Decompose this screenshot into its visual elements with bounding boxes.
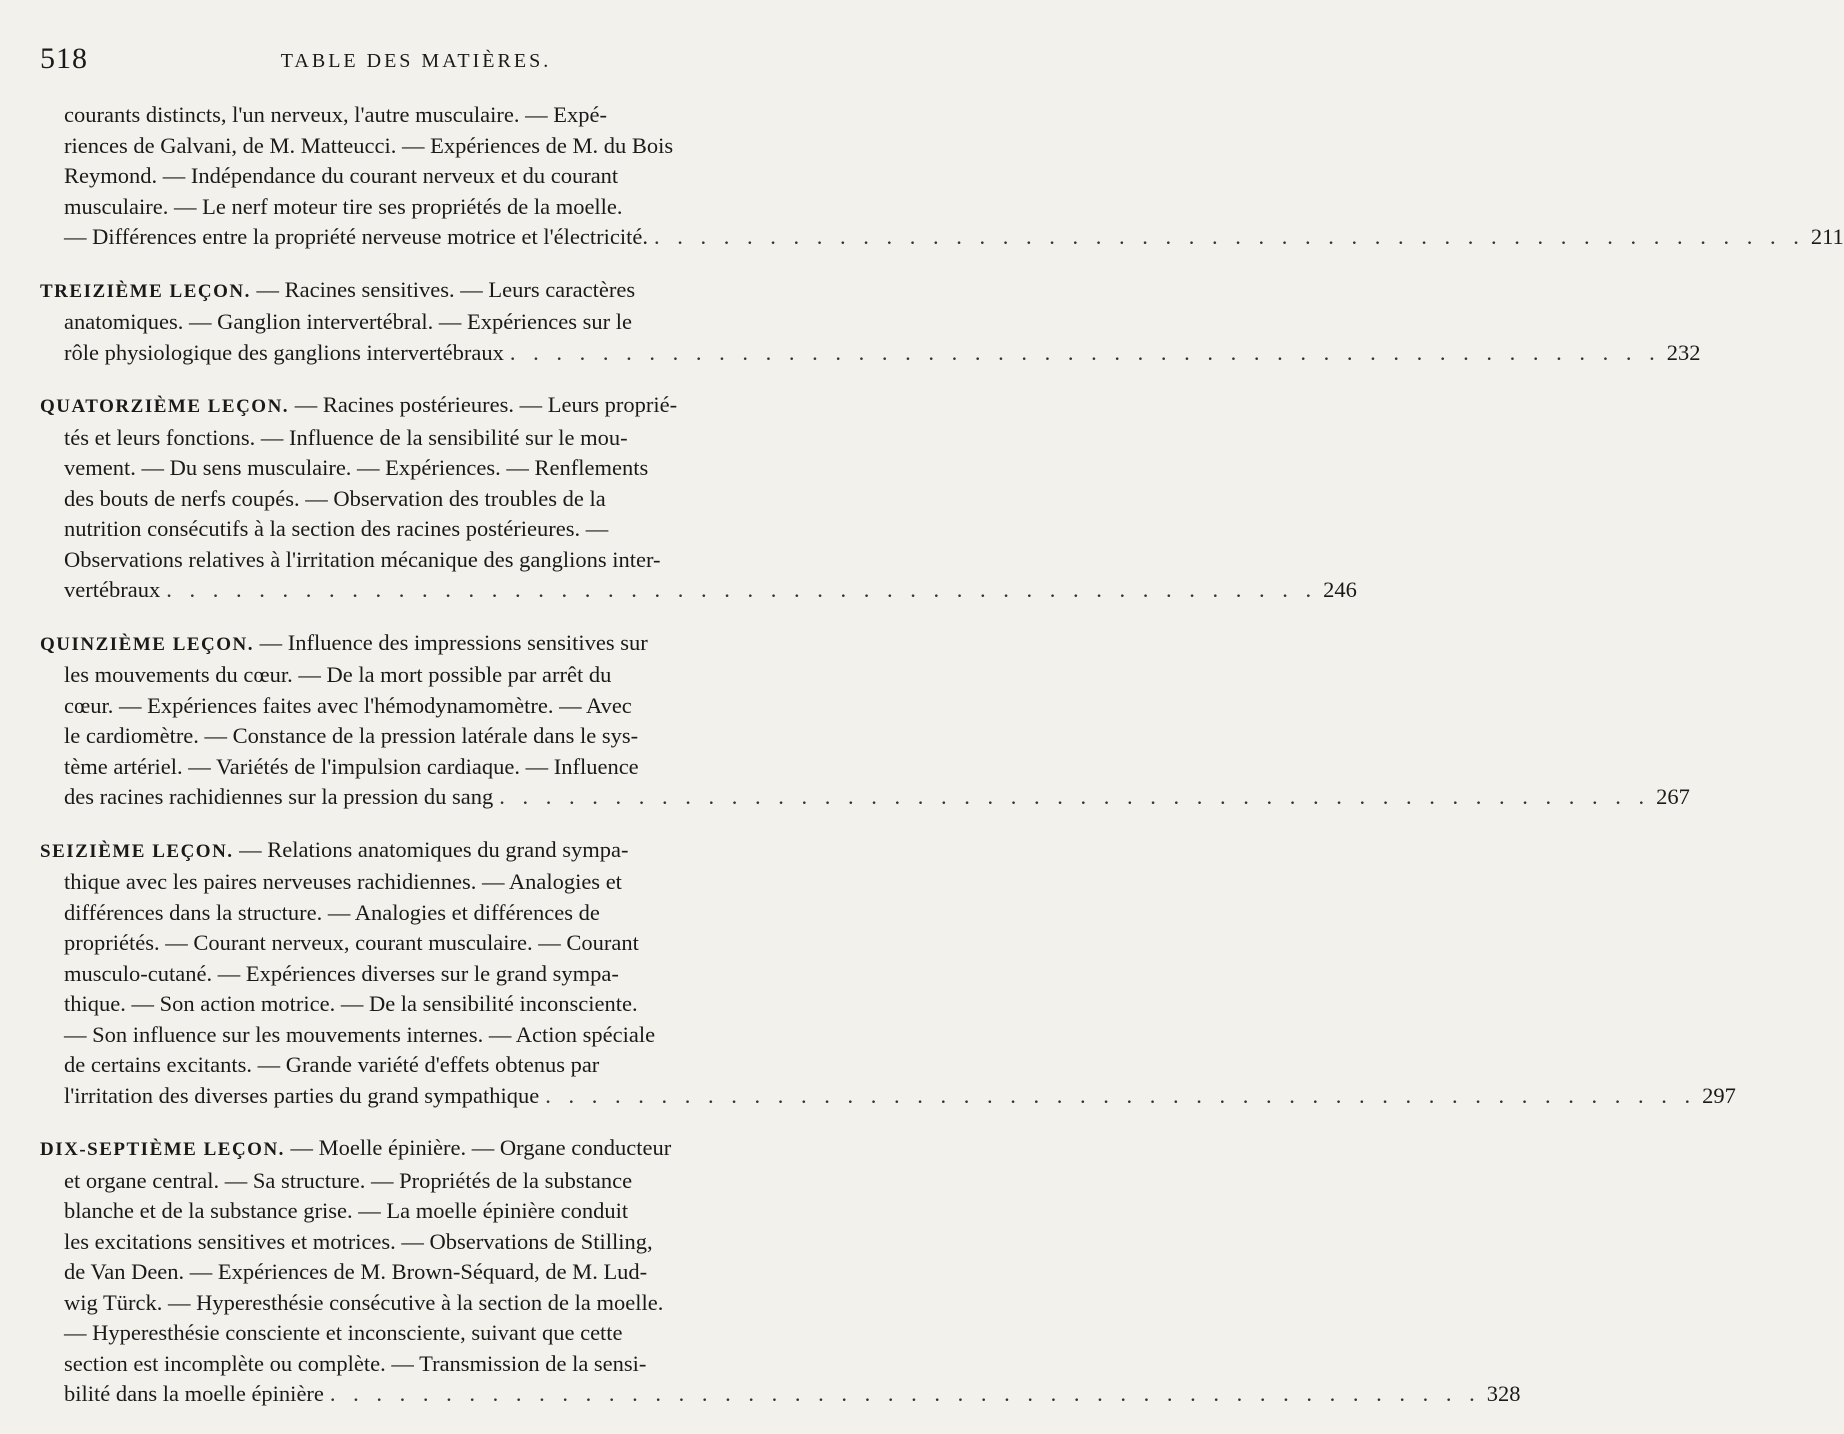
toc-page-number: 297 [1702, 1082, 1736, 1108]
toc-entry-line: tème artériel. — Variétés de l'impulsion cardiaque. — Influence [64, 753, 639, 779]
toc-entry-line: wig Türck. — Hyperesthésie consécutive à la section de la moelle. [64, 1289, 664, 1315]
lecon-title: SEIZIÈME LEÇON. [40, 840, 234, 862]
dot-leader: . . . . . . . . . . . . . . . . . . . . . . . . . . . . . . . . . . . . . . . . . . . . . . . . . . [166, 577, 1318, 602]
toc-entry-line: Observations relatives à l'irritation mécanique des ganglions inter- [64, 546, 661, 572]
toc-entry-text: — Influence des impressions sensitives sur [259, 629, 648, 655]
toc-page-number: 232 [1666, 339, 1701, 365]
toc-entry-line: des racines rachidiennes sur la pression du sang [64, 784, 494, 809]
toc-entry-line: thique. — Son action motrice. — De la sensibilité inconsciente. [64, 991, 638, 1016]
lecon-title: QUATORZIÈME LEÇON. [40, 396, 290, 417]
toc-entry [40, 100, 1844, 253]
toc-entry-line: de Van Deen. — Expériences de M. Brown-Séquard, de M. Lud- [64, 1259, 648, 1284]
toc-page-number: 267 [1656, 784, 1690, 809]
toc-entry-line: nutrition consécutifs à la section des racines postérieures. — [64, 516, 609, 541]
toc-entry [40, 390, 1357, 606]
lecon-title: DIX-SEPTIÈME LEÇON. [40, 1139, 285, 1160]
toc-entry [40, 835, 1736, 1112]
toc-entry-text: — Racines postérieures. — Leurs proprié- [294, 392, 678, 417]
toc-entry-first-line [40, 628, 752, 661]
dot-leader: . . . . . . . . . . . . . . . . . . . . . . . . . . . . . . . . . . . . . . . . . . . . . . . . . . [653, 224, 1805, 249]
toc-entry-line: propriétés. — Courant nerveux, courant musculaire. — Courant [64, 930, 639, 955]
toc-entry-line: vertébraux [64, 577, 161, 602]
toc-entry-line: section est incomplète ou complète. — Transmission de la sensi- [64, 1350, 647, 1376]
toc-entry-line: les excitations sensitives et motrices. — Observations de Stilling, [64, 1228, 653, 1254]
toc-entry-line: rôle physiologique des ganglions intervertébraux [64, 339, 504, 365]
toc-entry-line: différences dans la structure. — Analogies et différences de [64, 899, 600, 925]
toc-entry-line: — Hyperesthésie consciente et inconsciente, suivant que cette [64, 1320, 623, 1345]
toc-entry-line: — Son influence sur les mouvements internes. — Action spéciale [64, 1021, 656, 1047]
toc-entry-line: riences de Galvani, de M. Matteucci. — Expériences de M. du Bois [64, 132, 674, 158]
toc-entry-line: vement. — Du sens musculaire. — Expériences. — Renflements [64, 455, 649, 480]
toc-entry-line: musculo-cutané. — Expériences diverses sur le grand sympa- [64, 960, 619, 986]
toc-entry-line: l'irritation des diverses parties du grand sympathique [64, 1082, 540, 1108]
dot-leader: . . . . . . . . . . . . . . . . . . . . . . . . . . . . . . . . . . . . . . . . . . . . . . . . . . [509, 339, 1661, 365]
toc-entry-line: des bouts de nerfs coupés. — Observation des troubles de la [64, 485, 606, 511]
toc-entry-line: blanche et de la substance grise. — La moelle épinière conduit [64, 1198, 629, 1223]
toc-entry [40, 628, 1690, 813]
dot-leader: . . . . . . . . . . . . . . . . . . . . . . . . . . . . . . . . . . . . . . . . . . . . . . . . . . [499, 784, 1651, 809]
toc-page-number: 246 [1323, 577, 1357, 602]
toc-entry-last-line [40, 222, 1844, 253]
dot-leader: . . . . . . . . . . . . . . . . . . . . . . . . . . . . . . . . . . . . . . . . . . . . . . . . . . [329, 1381, 1481, 1406]
toc-entry-first-line [40, 835, 752, 868]
toc-entry-line: les mouvements du cœur. — De la mort possible par arrêt du [64, 662, 612, 687]
dot-leader: . . . . . . . . . . . . . . . . . . . . . . . . . . . . . . . . . . . . . . . . . . . . . . . . . . [545, 1082, 1697, 1108]
toc-entry-text: — Relations anatomiques du grand sympa- [239, 836, 629, 862]
toc-entry-last-line [40, 782, 1690, 813]
toc-entry [40, 1133, 1521, 1410]
toc-entry-text: — Racines sensitives. — Leurs caractères [256, 276, 636, 302]
toc-entry-line: courants distincts, l'un nerveux, l'autre musculaire. — Expé- [64, 102, 607, 127]
toc-entry-first-line [40, 390, 752, 423]
toc-entry-line: tés et leurs fonctions. — Influence de la sensibilité sur le mou- [64, 424, 628, 450]
toc-entry-line: le cardiomètre. — Constance de la pression latérale dans le sys- [64, 723, 639, 748]
toc-entry-last-line [40, 575, 1357, 606]
page-header [40, 42, 752, 82]
table-of-contents [40, 100, 1844, 1410]
toc-entry-line: musculaire. — Le nerf moteur tire ses propriétés de la moelle. [64, 193, 623, 219]
toc-entry-line: anatomiques. — Ganglion intervertébral. — Expériences sur le [64, 309, 632, 334]
running-title: TABLE DES MATIÈRES. [280, 50, 552, 72]
toc-entry-line: Reymond. — Indépendance du courant nerveux et du courant [64, 163, 619, 188]
toc-entry-line: et organe central. — Sa structure. — Propriétés de la substance [64, 1167, 633, 1193]
toc-entry-first-line [40, 275, 752, 308]
lecon-title: TREIZIÈME LEÇON. [40, 280, 251, 302]
page-number: 518 [40, 42, 88, 75]
toc-entry-last-line [40, 1081, 1736, 1112]
lecon-title: QUINZIÈME LEÇON. [40, 633, 255, 655]
toc-entry-line: cœur. — Expériences faites avec l'hémodynamomètre. — Avec [64, 692, 632, 718]
toc-page-number: 328 [1486, 1381, 1521, 1406]
toc-entry-last-line [40, 1379, 1521, 1410]
toc-entry-first-line [40, 1133, 752, 1166]
toc-entry-last-line [40, 338, 1701, 369]
toc-entry-line: de certains excitants. — Grande variété d'effets obtenus par [64, 1052, 600, 1077]
toc-entry-line: — Différences entre la propriété nerveuse motrice et l'électricité. [64, 224, 648, 249]
toc-entry-line: bilité dans la moelle épinière [64, 1381, 324, 1406]
toc-entry-line: thique avec les paires nerveuses rachidiennes. — Analogies et [64, 869, 622, 894]
toc-entry-text: — Moelle épinière. — Organe conducteur [290, 1135, 672, 1160]
toc-page-number: 211 [1810, 224, 1844, 249]
toc-entry [40, 275, 1701, 369]
